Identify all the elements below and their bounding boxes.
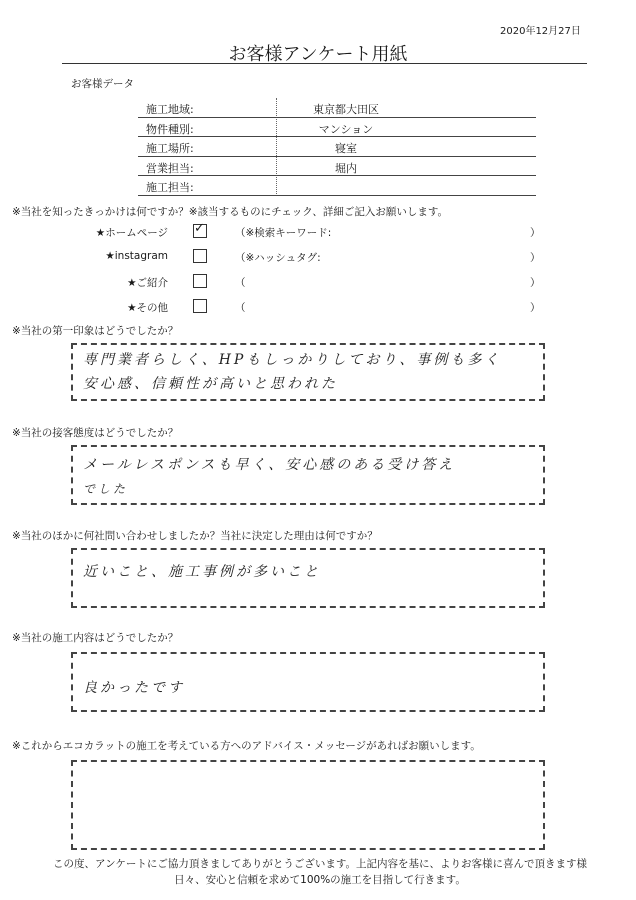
q3-answer-box[interactable]	[71, 445, 545, 505]
q6-label: ※これからエコカラットの施工を考えている方へのアドバイス・メッセージがあればお願いします。	[12, 740, 481, 752]
title-underline	[62, 63, 587, 64]
option-detail-homepage: （※検索キーワード:	[235, 227, 332, 239]
check-icon: ✓	[194, 221, 205, 236]
option-close-paren: ）	[530, 252, 541, 264]
customer-section-label: お客様データ	[71, 78, 134, 90]
option-detail-instagram: （※ハッシュタグ:	[235, 252, 321, 264]
q5-answer-box[interactable]	[71, 652, 545, 712]
row-value-property-type: マンション	[318, 122, 374, 136]
q2-answer-line1: 専門業者らしく、HPもしっかりしており、事例も多く	[83, 352, 502, 368]
option-label-referral: ★ご紹介	[127, 277, 168, 289]
customer-data-table	[138, 98, 536, 196]
option-detail-other: （	[235, 302, 246, 314]
q5-label: ※当社の施工内容はどうでしたか？	[12, 632, 179, 644]
q4-answer-line1: 近いこと、施工事例が多いこと	[83, 564, 321, 580]
row-label-sales-rep: 営業担当:	[146, 161, 194, 175]
row-label-property-type: 物件種別:	[146, 122, 194, 136]
option-row-homepage	[0, 222, 636, 242]
checkbox-referral[interactable]	[193, 274, 207, 288]
q4-label: ※当社のほかに何社問い合わせしましたか？当社に決定した理由は何ですか？	[12, 530, 378, 542]
option-close-paren: ）	[530, 277, 541, 289]
option-detail-referral: （	[235, 277, 246, 289]
option-label-other: ★その他	[127, 302, 168, 314]
q6-answer-box[interactable]	[71, 760, 545, 850]
q3-answer-line1: メールレスポンスも早く、安心感のある受け答え	[83, 457, 456, 473]
q2-label: ※当社の第一印象はどうでしたか？	[12, 325, 179, 337]
footer-line1: この度、アンケートにご協力頂きましてありがとうございます。上記内容を基に、よりお客様に喜んで頂きます様	[52, 858, 588, 870]
page-title: お客様アンケート用紙	[228, 44, 408, 65]
option-label-instagram: ★instagram	[105, 250, 168, 262]
checkbox-other[interactable]	[193, 299, 207, 313]
q5-answer-line1: 良かったです	[83, 680, 185, 696]
row-label-location: 施工場所:	[146, 142, 194, 156]
q2-answer-box[interactable]	[71, 343, 545, 401]
table-row	[138, 98, 536, 118]
table-row	[138, 176, 536, 196]
table-row	[138, 157, 536, 177]
table-row	[138, 137, 536, 157]
survey-date: 2020年12月27日	[500, 26, 581, 37]
footer-message	[30, 856, 610, 888]
row-value-location: 寝室	[335, 142, 357, 156]
q4-answer-box[interactable]	[71, 548, 545, 608]
row-value-area: 東京都大田区	[313, 103, 379, 116]
row-value-sales-rep: 堀内	[335, 161, 357, 175]
option-row-other	[0, 297, 636, 317]
checkbox-homepage[interactable]	[193, 221, 207, 238]
option-close-paren: ）	[530, 227, 541, 239]
q2-answer-line2: 安心感、信頼性が高いと思われた	[83, 376, 338, 392]
footer-line2: 日々、安心と信頼を求めて100%の施工を目指して行きます。	[174, 874, 466, 886]
option-row-referral	[0, 272, 636, 292]
option-label-homepage: ★ホームページ	[95, 227, 168, 239]
row-label-installer: 施工担当:	[146, 181, 194, 195]
q3-answer-line2: でした	[83, 482, 129, 496]
option-close-paren: ）	[530, 302, 541, 314]
checkbox-instagram[interactable]	[193, 249, 207, 263]
q3-label: ※当社の接客態度はどうでしたか？	[12, 427, 179, 439]
table-row	[138, 118, 536, 138]
option-row-instagram	[0, 247, 636, 267]
row-label-area: 施工地域:	[146, 103, 194, 116]
q1-label: ※当社を知ったきっかけは何ですか？※該当するものにチェック、詳細ご記入お願いします。	[12, 206, 449, 218]
